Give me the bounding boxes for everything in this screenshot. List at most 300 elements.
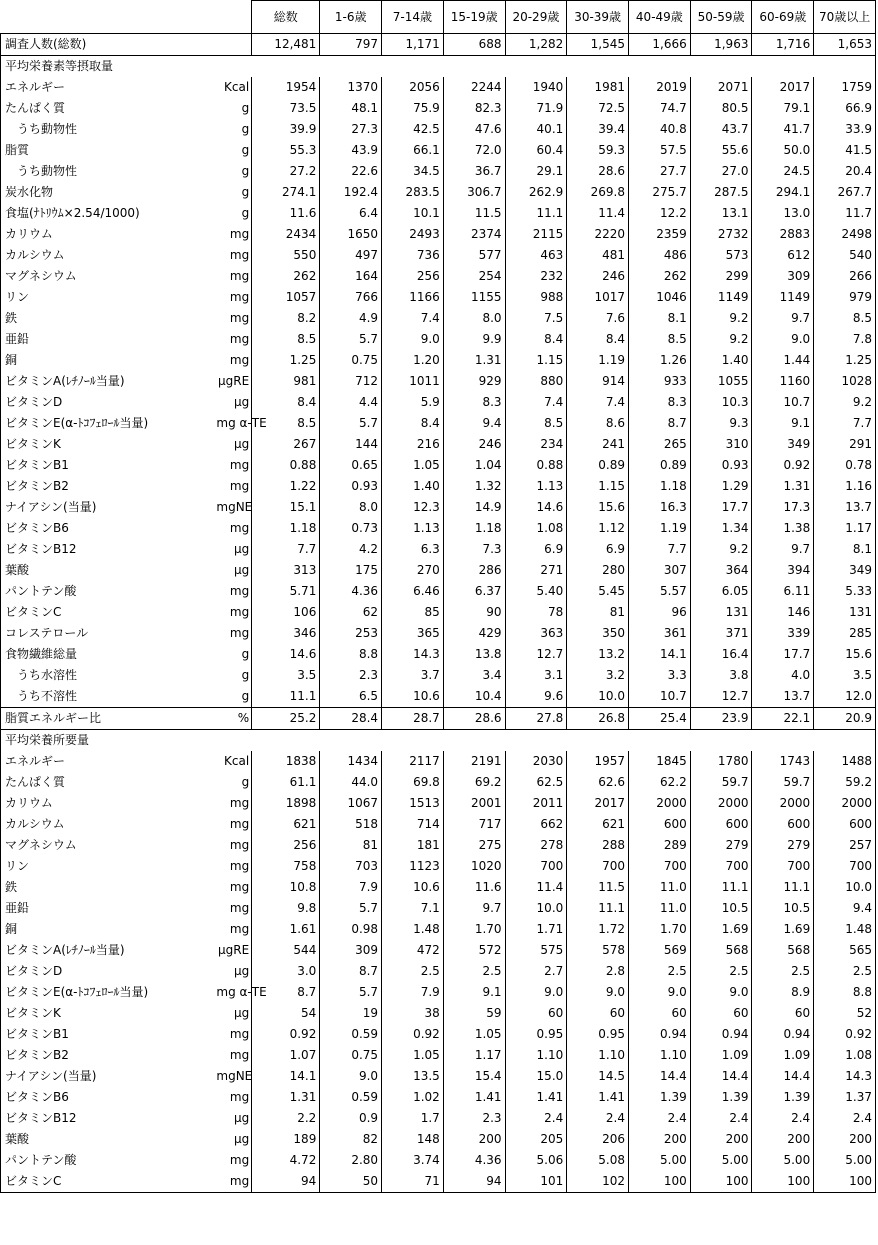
table-cell: 75.9 — [382, 98, 444, 119]
table-cell: 0.88 — [252, 455, 320, 476]
table-cell: 131 — [690, 602, 752, 623]
table-cell: 1.13 — [505, 476, 567, 497]
row-label: 葉酸 — [1, 1129, 214, 1150]
row-label: うち水溶性 — [1, 665, 214, 686]
row-label: ビタミンB1 — [1, 455, 214, 476]
table-cell: 349 — [814, 560, 876, 581]
table-cell: 100 — [690, 1171, 752, 1193]
table-cell: 577 — [443, 245, 505, 266]
table-cell: 288 — [567, 835, 629, 856]
table-cell: 575 — [505, 940, 567, 961]
table-cell: 10.0 — [814, 877, 876, 898]
table-cell: 313 — [252, 560, 320, 581]
table-cell: 0.94 — [629, 1024, 691, 1045]
table-cell: 13.7 — [752, 686, 814, 708]
table-cell: 9.0 — [752, 329, 814, 350]
table-cell: 11.7 — [814, 203, 876, 224]
table-row — [1, 77, 876, 98]
table-cell: 0.94 — [752, 1024, 814, 1045]
table-row — [1, 835, 876, 856]
table-cell: 0.75 — [320, 1045, 382, 1066]
table-cell: 1.37 — [814, 1087, 876, 1108]
table-cell: 2.7 — [505, 961, 567, 982]
table-cell: 12.2 — [629, 203, 691, 224]
row-unit: mg — [213, 308, 251, 329]
table-row — [1, 1087, 876, 1108]
table-cell: 26.8 — [567, 708, 629, 730]
row-label: 炭水化物 — [1, 182, 214, 203]
table-cell: 1,545 — [567, 34, 629, 56]
table-cell: 1123 — [382, 856, 444, 877]
table-cell: 9.2 — [690, 539, 752, 560]
table-cell: 246 — [443, 434, 505, 455]
table-cell: 1057 — [252, 287, 320, 308]
table-cell: 9.2 — [690, 329, 752, 350]
table-cell: 1.18 — [629, 476, 691, 497]
row-unit: μg — [213, 961, 251, 982]
table-cell: 7.8 — [814, 329, 876, 350]
table-cell: 1.05 — [382, 455, 444, 476]
row-unit: g — [213, 686, 251, 708]
table-cell: 9.1 — [443, 982, 505, 1003]
row-unit: mg α-TE — [213, 982, 251, 1003]
table-cell: 256 — [252, 835, 320, 856]
table-cell: 5.7 — [320, 413, 382, 434]
table-cell: 2056 — [382, 77, 444, 98]
table-cell: 241 — [567, 434, 629, 455]
table-cell: 981 — [252, 371, 320, 392]
table-cell: 1898 — [252, 793, 320, 814]
table-cell: 1.12 — [567, 518, 629, 539]
table-cell: 5.7 — [320, 329, 382, 350]
table-cell: 600 — [814, 814, 876, 835]
row-label: マグネシウム — [1, 835, 214, 856]
table-cell: 612 — [752, 245, 814, 266]
table-cell: 2.4 — [567, 1108, 629, 1129]
table-cell: 7.1 — [382, 898, 444, 919]
table-cell: 10.5 — [690, 898, 752, 919]
table-cell: 572 — [443, 940, 505, 961]
table-cell: 10.0 — [505, 898, 567, 919]
row-unit: μg — [213, 434, 251, 455]
table-cell: 59.2 — [814, 772, 876, 793]
table-cell: 15.6 — [567, 497, 629, 518]
table-cell: 1.26 — [629, 350, 691, 371]
table-row — [1, 287, 876, 308]
column-header: 30-39歳 — [567, 1, 629, 34]
table-cell: 365 — [382, 623, 444, 644]
table-row — [1, 961, 876, 982]
table-cell: 11.5 — [443, 203, 505, 224]
row-label: リン — [1, 856, 214, 877]
table-cell: 11.6 — [443, 877, 505, 898]
table-row — [1, 371, 876, 392]
table-cell: 1,666 — [629, 34, 691, 56]
row-unit: g — [213, 140, 251, 161]
table-cell: 6.3 — [382, 539, 444, 560]
table-cell: 9.3 — [690, 413, 752, 434]
table-cell: 1.40 — [690, 350, 752, 371]
table-cell: 14.1 — [629, 644, 691, 665]
row-unit: g — [213, 665, 251, 686]
table-cell: 34.5 — [382, 161, 444, 182]
table-cell: 253 — [320, 623, 382, 644]
table-cell: 10.4 — [443, 686, 505, 708]
table-cell: 27.8 — [505, 708, 567, 730]
table-cell: 5.40 — [505, 581, 567, 602]
row-label: うち動物性 — [1, 161, 214, 182]
table-cell: 2.3 — [320, 665, 382, 686]
table-cell: 797 — [320, 34, 382, 56]
table-cell: 12.7 — [690, 686, 752, 708]
table-row — [1, 308, 876, 329]
row-unit: mg — [213, 835, 251, 856]
table-cell: 7.6 — [567, 308, 629, 329]
table-cell: 8.8 — [320, 644, 382, 665]
table-cell: 44.0 — [320, 772, 382, 793]
table-row — [1, 161, 876, 182]
table-cell: 1957 — [567, 751, 629, 772]
table-cell: 1513 — [382, 793, 444, 814]
table-cell: 309 — [752, 266, 814, 287]
table-cell: 23.9 — [690, 708, 752, 730]
row-label: パントテン酸 — [1, 1150, 214, 1171]
table-cell: 766 — [320, 287, 382, 308]
table-cell: 3.1 — [505, 665, 567, 686]
table-row — [1, 877, 876, 898]
row-label: カルシウム — [1, 814, 214, 835]
table-cell: 81 — [320, 835, 382, 856]
row-label: 亜鉛 — [1, 898, 214, 919]
table-cell: 11.1 — [567, 898, 629, 919]
table-cell: 43.7 — [690, 119, 752, 140]
table-cell: 1.38 — [752, 518, 814, 539]
table-cell: 544 — [252, 940, 320, 961]
table-cell: 69.2 — [443, 772, 505, 793]
table-cell: 11.0 — [629, 877, 691, 898]
table-cell: 0.88 — [505, 455, 567, 476]
section-heading: 平均栄養素等摂取量 — [1, 56, 876, 78]
table-cell: 346 — [252, 623, 320, 644]
table-cell: 205 — [505, 1129, 567, 1150]
table-cell: 39.9 — [252, 119, 320, 140]
table-cell: 15.6 — [814, 644, 876, 665]
table-cell: 1067 — [320, 793, 382, 814]
table-row — [1, 1045, 876, 1066]
table-cell: 1.09 — [690, 1045, 752, 1066]
table-cell: 12.7 — [505, 644, 567, 665]
table-cell: 9.0 — [505, 982, 567, 1003]
table-cell: 14.6 — [505, 497, 567, 518]
table-cell: 736 — [382, 245, 444, 266]
table-cell: 600 — [752, 814, 814, 835]
table-cell: 100 — [629, 1171, 691, 1193]
table-row — [1, 602, 876, 623]
row-unit: mg — [213, 245, 251, 266]
table-cell: 309 — [320, 940, 382, 961]
table-cell: 1.41 — [567, 1087, 629, 1108]
table-cell: 299 — [690, 266, 752, 287]
table-cell: 14.9 — [443, 497, 505, 518]
table-cell: 181 — [382, 835, 444, 856]
table-cell: 1,963 — [690, 34, 752, 56]
table-cell: 13.7 — [814, 497, 876, 518]
table-cell: 1838 — [252, 751, 320, 772]
row-label: 脂質エネルギー比 — [1, 708, 214, 730]
table-cell: 38 — [382, 1003, 444, 1024]
table-row — [1, 772, 876, 793]
table-cell: 62.6 — [567, 772, 629, 793]
table-cell: 200 — [814, 1129, 876, 1150]
table-cell: 3.74 — [382, 1150, 444, 1171]
table-cell: 463 — [505, 245, 567, 266]
table-cell: 0.89 — [567, 455, 629, 476]
row-label: コレステロール — [1, 623, 214, 644]
table-cell: 12.3 — [382, 497, 444, 518]
table-cell: 2017 — [752, 77, 814, 98]
table-cell: 1845 — [629, 751, 691, 772]
table-cell: 1046 — [629, 287, 691, 308]
section-heading: 平均栄養所要量 — [1, 730, 876, 752]
table-cell: 7.3 — [443, 539, 505, 560]
table-cell: 1160 — [752, 371, 814, 392]
table-cell: 486 — [629, 245, 691, 266]
row-unit: mg — [213, 898, 251, 919]
table-cell: 1.31 — [752, 476, 814, 497]
table-cell: 8.9 — [752, 982, 814, 1003]
table-row — [1, 140, 876, 161]
row-label: ビタミンC — [1, 602, 214, 623]
table-cell: 278 — [505, 835, 567, 856]
table-cell: 25.4 — [629, 708, 691, 730]
column-header: 70歳以上 — [814, 1, 876, 34]
table-cell: 12,481 — [252, 34, 320, 56]
row-label: カルシウム — [1, 245, 214, 266]
table-cell: 11.4 — [567, 203, 629, 224]
table-cell: 497 — [320, 245, 382, 266]
table-cell: 55.3 — [252, 140, 320, 161]
table-cell: 1.39 — [752, 1087, 814, 1108]
row-label: ビタミンB12 — [1, 539, 214, 560]
table-cell: 59.7 — [690, 772, 752, 793]
table-cell: 0.95 — [505, 1024, 567, 1045]
table-cell: 1.15 — [567, 476, 629, 497]
table-cell: 283.5 — [382, 182, 444, 203]
row-unit: μg — [213, 1108, 251, 1129]
table-cell: 3.2 — [567, 665, 629, 686]
table-cell: 15.0 — [505, 1066, 567, 1087]
table-cell: 5.00 — [690, 1150, 752, 1171]
table-cell: 55.6 — [690, 140, 752, 161]
row-unit: mg — [213, 1024, 251, 1045]
table-row — [1, 1171, 876, 1193]
table-cell: 13.0 — [752, 203, 814, 224]
table-cell: 79.1 — [752, 98, 814, 119]
table-row — [1, 34, 876, 56]
table-row — [1, 560, 876, 581]
table-cell: 8.6 — [567, 413, 629, 434]
table-cell: 472 — [382, 940, 444, 961]
table-cell: 13.2 — [567, 644, 629, 665]
table-cell: 40.8 — [629, 119, 691, 140]
table-cell: 7.4 — [505, 392, 567, 413]
table-cell: 9.7 — [752, 308, 814, 329]
table-cell: 1370 — [320, 77, 382, 98]
table-cell: 24.5 — [752, 161, 814, 182]
table-cell: 9.4 — [814, 898, 876, 919]
table-cell: 14.1 — [252, 1066, 320, 1087]
table-cell: 9.0 — [382, 329, 444, 350]
table-cell: 71.9 — [505, 98, 567, 119]
column-header: 総数 — [252, 1, 320, 34]
table-row — [1, 245, 876, 266]
table-cell: 1.17 — [443, 1045, 505, 1066]
row-label: 銅 — [1, 919, 214, 940]
table-cell: 10.6 — [382, 877, 444, 898]
table-cell: 0.75 — [320, 350, 382, 371]
row-label: ビタミンK — [1, 434, 214, 455]
table-cell: 700 — [814, 856, 876, 877]
table-cell: 2.4 — [629, 1108, 691, 1129]
row-label: ビタミンD — [1, 961, 214, 982]
table-cell: 662 — [505, 814, 567, 835]
table-cell: 717 — [443, 814, 505, 835]
row-unit: Kcal — [213, 77, 251, 98]
table-cell: 146 — [752, 602, 814, 623]
table-cell: 9.4 — [443, 413, 505, 434]
table-cell: 234 — [505, 434, 567, 455]
table-cell: 8.1 — [629, 308, 691, 329]
table-cell: 1.16 — [814, 476, 876, 497]
table-cell: 8.3 — [629, 392, 691, 413]
table-cell: 11.1 — [690, 877, 752, 898]
table-cell: 8.4 — [567, 329, 629, 350]
table-cell: 350 — [567, 623, 629, 644]
table-cell: 1.04 — [443, 455, 505, 476]
table-cell: 101 — [505, 1171, 567, 1193]
table-cell: 550 — [252, 245, 320, 266]
table-cell: 0.93 — [320, 476, 382, 497]
table-cell: 50 — [320, 1171, 382, 1193]
table-cell: 712 — [320, 371, 382, 392]
table-cell: 40.1 — [505, 119, 567, 140]
table-cell: 275 — [443, 835, 505, 856]
table-cell: 5.9 — [382, 392, 444, 413]
row-label: ビタミンA(ﾚﾁﾉｰﾙ当量) — [1, 940, 214, 961]
table-cell: 246 — [567, 266, 629, 287]
table-cell: 29.1 — [505, 161, 567, 182]
table-cell: 0.59 — [320, 1024, 382, 1045]
table-cell: 2117 — [382, 751, 444, 772]
table-cell: 74.7 — [629, 98, 691, 119]
table-cell: 4.0 — [752, 665, 814, 686]
table-cell: 60 — [752, 1003, 814, 1024]
table-row — [1, 98, 876, 119]
table-cell: 5.71 — [252, 581, 320, 602]
table-cell: 189 — [252, 1129, 320, 1150]
table-cell: 6.37 — [443, 581, 505, 602]
table-cell: 269.8 — [567, 182, 629, 203]
table-cell: 4.4 — [320, 392, 382, 413]
table-cell: 11.1 — [505, 203, 567, 224]
table-cell: 8.3 — [443, 392, 505, 413]
table-cell: 0.73 — [320, 518, 382, 539]
row-label: 食塩(ﾅﾄﾘｳﾑ×2.54/1000) — [1, 203, 214, 224]
table-cell: 8.5 — [505, 413, 567, 434]
table-cell: 2001 — [443, 793, 505, 814]
table-cell: 9.8 — [252, 898, 320, 919]
table-cell: 1780 — [690, 751, 752, 772]
row-unit: μg — [213, 539, 251, 560]
table-cell: 8.4 — [252, 392, 320, 413]
table-cell: 270 — [382, 560, 444, 581]
row-unit: mg — [213, 329, 251, 350]
table-cell: 1.15 — [505, 350, 567, 371]
table-cell: 271 — [505, 560, 567, 581]
table-cell: 73.5 — [252, 98, 320, 119]
table-cell: 6.5 — [320, 686, 382, 708]
table-cell: 72.5 — [567, 98, 629, 119]
table-cell: 1.10 — [629, 1045, 691, 1066]
table-cell: 914 — [567, 371, 629, 392]
table-cell: 8.5 — [629, 329, 691, 350]
table-cell: 48.1 — [320, 98, 382, 119]
table-cell: 200 — [443, 1129, 505, 1150]
table-cell: 256 — [382, 266, 444, 287]
row-label: ビタミンB6 — [1, 518, 214, 539]
table-cell: 8.8 — [814, 982, 876, 1003]
table-cell: 1.25 — [814, 350, 876, 371]
row-unit: g — [213, 182, 251, 203]
table-cell: 9.2 — [814, 392, 876, 413]
table-cell: 1,716 — [752, 34, 814, 56]
table-cell: 17.3 — [752, 497, 814, 518]
table-cell: 5.57 — [629, 581, 691, 602]
table-cell: 1.44 — [752, 350, 814, 371]
table-cell: 700 — [690, 856, 752, 877]
table-cell: 5.06 — [505, 1150, 567, 1171]
table-cell: 1.22 — [252, 476, 320, 497]
table-cell: 6.9 — [567, 539, 629, 560]
table-cell: 9.9 — [443, 329, 505, 350]
row-unit: g — [213, 161, 251, 182]
table-cell: 8.1 — [814, 539, 876, 560]
row-label: 鉄 — [1, 877, 214, 898]
table-cell: 1.05 — [382, 1045, 444, 1066]
table-cell: 578 — [567, 940, 629, 961]
row-label: うち不溶性 — [1, 686, 214, 708]
table-cell: 192.4 — [320, 182, 382, 203]
table-cell: 14.5 — [567, 1066, 629, 1087]
table-cell: 2.5 — [814, 961, 876, 982]
table-cell: 266 — [814, 266, 876, 287]
table-cell: 8.7 — [252, 982, 320, 1003]
table-cell: 9.0 — [567, 982, 629, 1003]
row-unit: mgNE — [213, 1066, 251, 1087]
table-row — [1, 814, 876, 835]
header-row — [1, 1, 876, 34]
table-cell: 1.32 — [443, 476, 505, 497]
table-cell: 1.69 — [690, 919, 752, 940]
table-cell: 294.1 — [752, 182, 814, 203]
table-cell: 4.9 — [320, 308, 382, 329]
table-cell: 2.4 — [752, 1108, 814, 1129]
table-cell: 78 — [505, 602, 567, 623]
table-cell: 60 — [567, 1003, 629, 1024]
table-cell: 2000 — [690, 793, 752, 814]
table-cell: 28.4 — [320, 708, 382, 730]
table-cell: 2030 — [505, 751, 567, 772]
